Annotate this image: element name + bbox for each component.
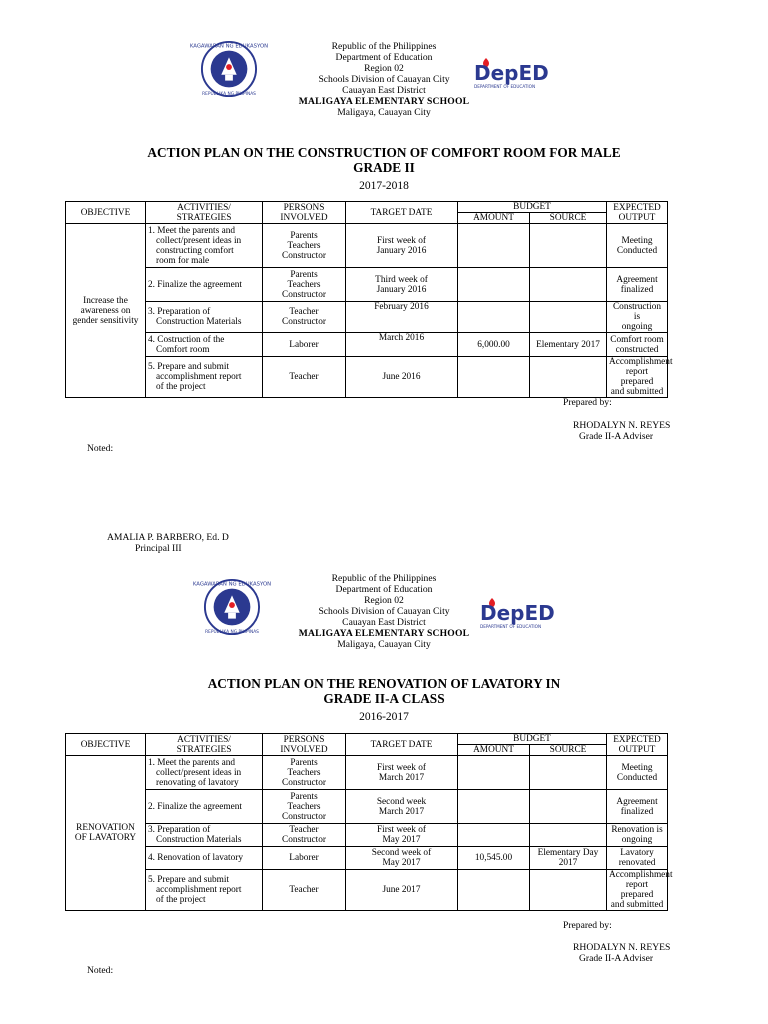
output-cell: Construction is ongoing <box>607 302 668 333</box>
target-cell: First week of January 2016 <box>346 224 458 268</box>
header-line: Department of Education <box>335 584 433 595</box>
header-line: Cauayan East District <box>342 617 426 628</box>
prepared-by-label: Prepared by: <box>563 397 612 408</box>
plan1-school-year: 2017-2018 <box>359 180 409 192</box>
deped-logo-icon <box>478 596 564 630</box>
header-line: Region 02 <box>364 63 404 74</box>
deped-seal-icon <box>192 578 272 636</box>
amount-cell: 6,000.00 <box>458 333 530 357</box>
header-line: Department of Education <box>335 52 433 63</box>
seal-text-bottom: REPUBLIKA NG PILIPINAS <box>205 630 259 636</box>
preparer-name: RHODALYN N. REYES <box>573 942 671 953</box>
col-budget: BUDGET <box>458 734 607 745</box>
col-source: SOURCE <box>530 213 607 224</box>
table-row <box>66 357 668 398</box>
activity-cell: 2. Finalize the agreement <box>146 268 263 302</box>
activity-cell: 3. Preparation of Construction Materials <box>146 302 263 333</box>
persons-cell: Parents Teachers Constructor <box>263 790 346 824</box>
activity-cell: 3. Preparation of Construction Materials <box>146 824 263 847</box>
col-activities: ACTIVITIES/ STRATEGIES <box>146 734 263 756</box>
amount-cell: 10,545.00 <box>458 847 530 870</box>
activity-cell: 5. Prepare and submit accomplishment report of the project <box>146 357 263 398</box>
header-line: Republic of the Philippines <box>331 573 437 584</box>
deped-tagline: DEPARTMENT OF EDUCATION <box>474 84 536 89</box>
school-name: MALIGAYA ELEMENTARY SCHOOL <box>298 628 470 639</box>
source-cell <box>530 824 607 847</box>
seal-text-top: KAGAWARAN NG EDUKASYON <box>192 581 272 588</box>
persons-cell: Laborer <box>263 847 346 870</box>
school-address: Maligaya, Cauayan City <box>337 639 431 650</box>
target-cell: First week of May 2017 <box>346 824 458 847</box>
principal-title: Principal III <box>135 543 182 554</box>
activity-cell: 4. Renovation of lavatory <box>146 847 263 870</box>
activity-cell: 1. Meet the parents and collect/present ideas in constructing comfort room for male <box>146 224 263 268</box>
output-cell: Meeting Conducted <box>607 224 668 268</box>
output-cell: Agreement finalized <box>607 790 668 824</box>
deped-logo-icon <box>472 56 558 90</box>
agency-header <box>274 573 494 650</box>
activity-cell: 2. Finalize the agreement <box>146 790 263 824</box>
col-objective: OBJECTIVE <box>66 734 146 756</box>
preparer-title: Grade II-A Adviser <box>579 953 654 964</box>
amount-cell <box>458 790 530 824</box>
source-cell <box>530 756 607 790</box>
preparer-name: RHODALYN N. REYES <box>573 420 671 431</box>
principal-name: AMALIA P. BARBERO, Ed. D <box>107 532 229 543</box>
source-cell <box>530 870 607 911</box>
agency-header <box>274 41 494 118</box>
col-expected-output: EXPECTED OUTPUT <box>607 202 668 224</box>
deped-logo-text: DepED <box>480 601 555 625</box>
target-cell: Second week of May 2017 <box>346 847 458 870</box>
persons-cell: Parents Teachers Constructor <box>263 756 346 790</box>
header-line: Region 02 <box>364 595 404 606</box>
table-row <box>66 847 668 870</box>
table-row <box>66 790 668 824</box>
col-activities: ACTIVITIES/ STRATEGIES <box>146 202 263 224</box>
table-row <box>66 268 668 302</box>
table-row <box>66 333 668 357</box>
persons-cell: Laborer <box>263 333 346 357</box>
col-objective: OBJECTIVE <box>66 202 146 224</box>
amount-cell <box>458 302 530 333</box>
persons-cell: Teacher Constructor <box>263 302 346 333</box>
output-cell: Agreement finalized <box>607 268 668 302</box>
persons-cell: Teacher Constructor <box>263 824 346 847</box>
objective-cell: RENOVATION OF LAVATORY <box>66 756 146 911</box>
source-cell <box>530 268 607 302</box>
persons-cell: Parents Teachers Constructor <box>263 224 346 268</box>
output-cell: Comfort room constructed <box>607 333 668 357</box>
header-line: Cauayan East District <box>342 85 426 96</box>
col-target-date: TARGET DATE <box>346 202 458 224</box>
table-row <box>66 870 668 911</box>
activity-cell: 5. Prepare and submit accomplishment report of the project <box>146 870 263 911</box>
activity-cell: 4. Costruction of the Comfort room <box>146 333 263 357</box>
target-cell: First week of March 2017 <box>346 756 458 790</box>
amount-cell <box>458 357 530 398</box>
target-cell: June 2017 <box>346 870 458 911</box>
amount-cell <box>458 824 530 847</box>
target-cell: March 2016 <box>346 333 458 357</box>
plan2-table <box>65 733 673 911</box>
output-cell: Meeting Conducted <box>607 756 668 790</box>
source-cell: Elementary Day 2017 <box>530 847 607 870</box>
output-cell: Accomplishment report prepared and submitted <box>607 870 668 911</box>
col-amount: AMOUNT <box>458 745 530 756</box>
noted-label: Noted: <box>87 443 114 454</box>
amount-cell <box>458 870 530 911</box>
table-row <box>66 224 668 268</box>
table-row <box>66 756 668 790</box>
seal-text-bottom: REPUBLIKA NG PILIPINAS <box>202 92 256 98</box>
header-line: Schools Division of Cauayan City <box>318 606 450 617</box>
objective-cell: Increase the awareness on gender sensitivity <box>66 224 146 398</box>
persons-cell: Parents Teachers Constructor <box>263 268 346 302</box>
col-amount: AMOUNT <box>458 213 530 224</box>
preparer-title: Grade II-A Adviser <box>579 431 654 442</box>
col-persons: PERSONS INVOLVED <box>263 734 346 756</box>
source-cell <box>530 790 607 824</box>
header-line: Republic of the Philippines <box>331 41 437 52</box>
col-persons: PERSONS INVOLVED <box>263 202 346 224</box>
seal-text-top: KAGAWARAN NG EDUKASYON <box>189 43 269 50</box>
plan2-school-year: 2016-2017 <box>359 711 409 723</box>
persons-cell: Teacher <box>263 870 346 911</box>
source-cell <box>530 357 607 398</box>
deped-tagline: DEPARTMENT OF EDUCATION <box>480 624 542 629</box>
plan2-title <box>0 676 768 706</box>
source-cell: Elementary 2017 <box>530 333 607 357</box>
plan1-title-line1: ACTION PLAN ON THE CONSTRUCTION OF COMFORT ROOM FOR MALE <box>147 145 621 160</box>
school-address: Maligaya, Cauayan City <box>337 107 431 118</box>
deped-logo-text: DepED <box>474 61 549 85</box>
col-budget: BUDGET <box>458 202 607 213</box>
table-row <box>66 302 668 333</box>
output-cell: Renovation is ongoing <box>607 824 668 847</box>
amount-cell <box>458 224 530 268</box>
header-line: Schools Division of Cauayan City <box>318 74 450 85</box>
target-cell: February 2016 <box>346 302 458 333</box>
output-cell: Accomplishment report prepared and submitted <box>607 357 668 398</box>
deped-seal-icon <box>189 40 269 98</box>
target-cell: Third week of January 2016 <box>346 268 458 302</box>
col-target-date: TARGET DATE <box>346 734 458 756</box>
col-source: SOURCE <box>530 745 607 756</box>
amount-cell <box>458 756 530 790</box>
source-cell <box>530 302 607 333</box>
target-cell: Second week March 2017 <box>346 790 458 824</box>
amount-cell <box>458 268 530 302</box>
plan1-table <box>65 201 673 398</box>
persons-cell: Teacher <box>263 357 346 398</box>
noted-label: Noted: <box>87 965 114 976</box>
prepared-by-label: Prepared by: <box>563 920 612 931</box>
school-name: MALIGAYA ELEMENTARY SCHOOL <box>298 96 470 107</box>
plan2-title-line2: GRADE II-A CLASS <box>323 691 445 706</box>
table-row <box>66 824 668 847</box>
plan1-title <box>0 145 768 175</box>
plan2-title-line1: ACTION PLAN ON THE RENOVATION OF LAVATORY IN <box>207 676 561 691</box>
plan1-title-line2: GRADE II <box>353 160 415 175</box>
activity-cell: 1. Meet the parents and collect/present ideas in renovating of lavatory <box>146 756 263 790</box>
output-cell: Lavatory renovated <box>607 847 668 870</box>
target-cell: June 2016 <box>346 357 458 398</box>
source-cell <box>530 224 607 268</box>
col-expected-output: EXPECTED OUTPUT <box>607 734 668 756</box>
